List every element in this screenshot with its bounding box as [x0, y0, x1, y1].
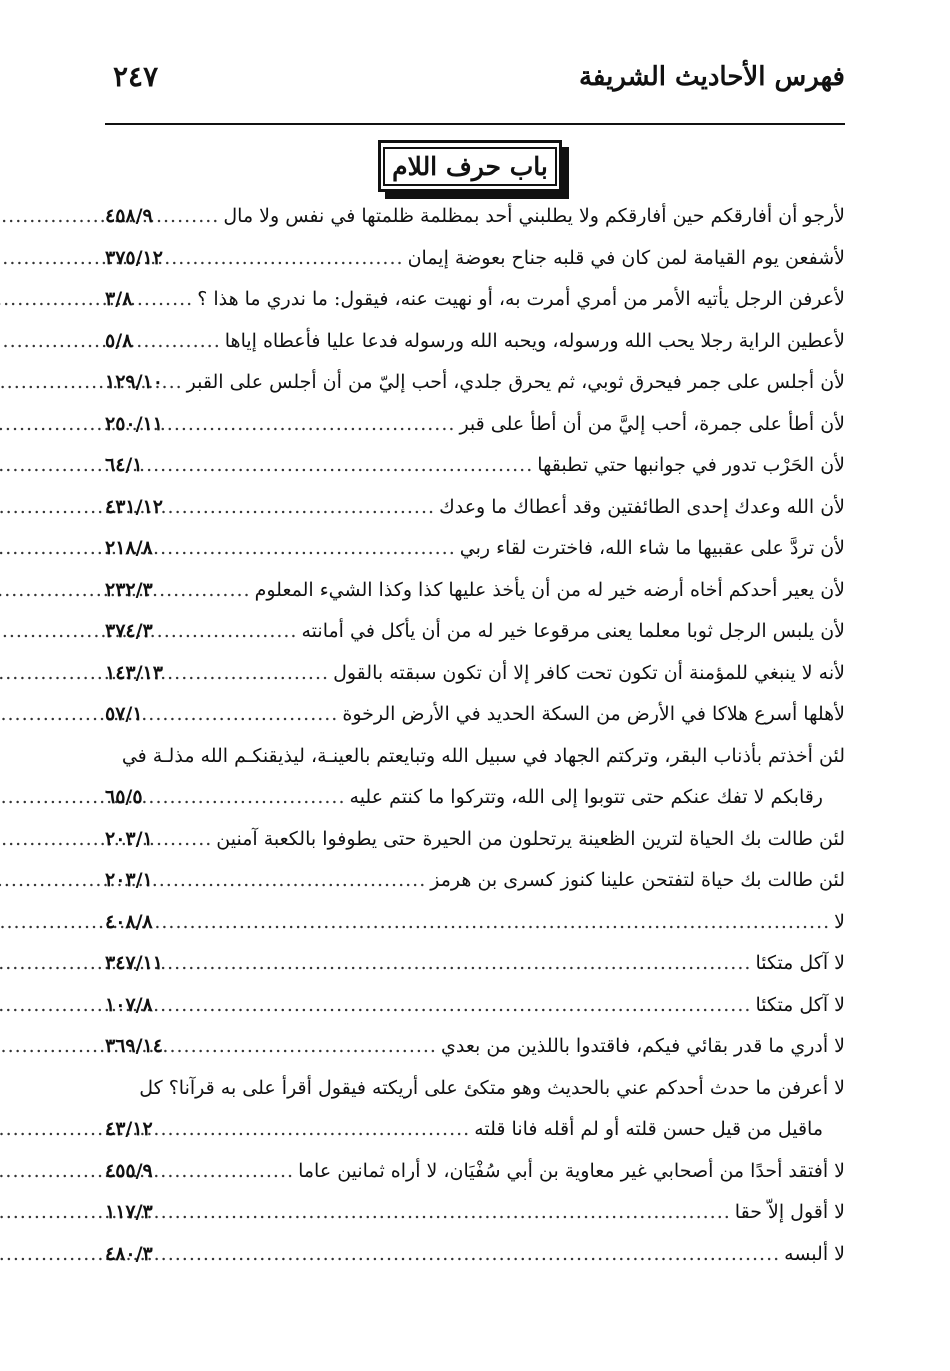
entry-reference: ١٠٧/٨ [105, 993, 153, 1016]
leader-dots [157, 819, 213, 861]
entry-reference: ٥/٨ [105, 329, 133, 352]
entry-reference: ٤٨٠/٣ [105, 1242, 153, 1265]
entry-text: لأن يلبس الرجل ثوبا معلما يعنى مرقوعا خير له من أن يأكل في أمانته [301, 620, 845, 642]
list-item [105, 694, 845, 736]
entry-text-first-line: لا أعرفن ما حدث أحدكم عني بالحديث وهو متكئ على أريكته فيقول أقرأ على به قرآنا؟ كل [139, 1076, 845, 1099]
leader-dots [167, 238, 404, 280]
leader-dots [157, 196, 220, 238]
entry-text: لأن أجلس على جمر فيحرق ثوبي، ثم يحرق جلدي، أحب إليّ من أن أجلس على القبر [186, 371, 845, 393]
list-item [105, 362, 845, 404]
leader-dots [167, 1026, 437, 1068]
entry-reference: ٦٤/١ [105, 454, 143, 476]
entry-text: لأعرفن الرجل يأتيه الأمر من أمري أمرت به، أو نهيت عنه، فيقول: ما ندري ما هذا ؟ [197, 288, 845, 310]
entry-reference: ١١٧/٣ [105, 1201, 153, 1223]
list-item [105, 404, 845, 446]
entry-reference: ١٤٣/١٣ [105, 661, 163, 684]
leader-dots [167, 653, 329, 695]
entry-text: لا آكل متكئا [755, 993, 845, 1016]
list-item [105, 487, 845, 529]
page-header [105, 52, 845, 108]
section-heading-box [378, 140, 562, 192]
entry-text: لأهلها أسرع هلاكا في الأرض من السكة الحديد في الأرض الرخوة [342, 703, 845, 725]
list-item [105, 902, 845, 944]
entry-reference: ٤٣/١٢ [105, 1118, 153, 1140]
entry-reference: ٢٣٢/٣ [105, 578, 153, 601]
entry-text: لا [834, 910, 845, 933]
list-item [105, 1026, 845, 1068]
entry-reference: ٣٧٤/٣ [105, 620, 153, 642]
entry-text: لأشفعن يوم القيامة لمن كان في قلبه جناح بعوضة إيمان [407, 246, 845, 269]
leader-dots [157, 860, 427, 902]
entry-text: لأرجو أن أفارقكم حين أفارقكم ولا يطلبني أحد بمظلمة ظلمتها في نفس ولا مال [223, 205, 845, 227]
entry-reference: ٥٧/١ [105, 703, 143, 725]
list-item [105, 570, 845, 612]
entry-text: لئن طالت بك الحياة لترين الظعينة يرتحلون من الحيرة حتى يطوفوا بالكعبة آمنين [216, 827, 845, 850]
list-item [105, 985, 845, 1027]
list-item [105, 1192, 845, 1234]
list-item [105, 1109, 845, 1151]
entry-text: لا أفتقد أحدًا من أصحابي غير معاوية بن أبي سُفْيَان، لا أراه ثمانين عاما [298, 1159, 845, 1182]
list-item [105, 445, 845, 487]
entry-reference: ٦٥/٥ [105, 786, 143, 808]
entry-reference: ٢١٨/٨ [105, 537, 153, 559]
leader-dots [157, 570, 251, 612]
entry-text: لأن تردَّ على عقبيها ما شاء الله، فاخترت لقاء ربي [459, 537, 845, 559]
entry-text: لأنه لا ينبغي للمؤمنة أن تكون تحت كافر إلا أن تكون سبقته بالقول [333, 661, 845, 684]
hadith-index-list [105, 196, 845, 1275]
entry-reference: ٤٣١/١٢ [105, 495, 163, 518]
leader-dots [147, 777, 346, 819]
list-item [105, 943, 845, 985]
section-title: باب حرف اللام [388, 152, 552, 181]
entry-reference: ٢٠٣/١ [105, 869, 153, 891]
leader-dots [147, 694, 339, 736]
entry-reference: ١٢٩/١٠ [105, 371, 163, 393]
entry-text: لا آكل متكئا [755, 952, 845, 974]
leader-dots [147, 445, 534, 487]
entry-reference: ٤٠٨/٨ [105, 910, 153, 933]
leader-dots [157, 1109, 470, 1151]
entry-text: لئن طالت بك حياة لتفتحن علينا كنوز كسرى بن هرمز [430, 869, 845, 891]
leader-dots [157, 1234, 780, 1276]
entry-text: رقابكم لا تفك عنكم حتى تتوبوا إلى الله، وتتركوا ما كنتم عليه [349, 786, 823, 808]
leader-dots [157, 902, 830, 944]
leader-dots [157, 611, 298, 653]
entry-text: لأن أطأ على جمرة، أحب إليَّ من أن أطأ على قبر [459, 412, 845, 435]
entry-text: ماقيل من قيل حسن قلته أو لم أقله فانا قلته [474, 1118, 823, 1140]
leader-dots [136, 279, 193, 321]
list-item [105, 528, 845, 570]
entry-reference: ٢٥٠/١١ [105, 412, 163, 435]
list-item [105, 279, 845, 321]
entry-text: لا أدري ما قدر بقائي فيكم، فاقتدوا باللذين من بعدي [440, 1035, 845, 1057]
entry-text: لأن الحَرْب تدور في جوانبها حتي تطبقها [537, 454, 845, 476]
entry-reference: ٤٥٨/٩ [105, 205, 153, 227]
leader-dots [157, 1151, 294, 1193]
entry-text: لأن يعير أحدكم أخاه أرضه خير له من أن يأخذ عليها كذا وكذا الشيء المعلوم [254, 578, 845, 601]
entry-reference: ٣/٨ [105, 288, 133, 310]
leader-dots [167, 487, 435, 529]
list-item [105, 1234, 845, 1276]
entry-reference: ٣٤٧/١١ [105, 952, 163, 974]
list-item [105, 860, 845, 902]
entry-text-first-line: لئن أخذتم بأذناب البقر، وتركتم الجهاد في سبيل الله وتبايعتم بالعينـة، ليذيقنكـم الله مذلـة في [121, 744, 845, 767]
list-item [105, 238, 845, 280]
leader-dots [157, 1192, 731, 1234]
entry-text: لا ألبسه [784, 1242, 845, 1265]
leader-dots [167, 362, 183, 404]
entry-reference: ٢٠٣/١ [105, 827, 153, 850]
list-item [105, 653, 845, 695]
list-item [105, 611, 845, 653]
leader-dots [167, 404, 455, 446]
list-item [105, 777, 845, 819]
entry-reference: ٤٥٥/٩ [105, 1159, 153, 1182]
entry-reference: ٣٧٥/١٢ [105, 246, 163, 269]
page-number: ٢٤٧ [113, 60, 159, 93]
header-divider [105, 123, 845, 125]
leader-dots [167, 943, 751, 985]
leader-dots [157, 528, 456, 570]
entry-text: لا أقول إلاّ حقا [734, 1201, 845, 1223]
leader-dots [157, 985, 752, 1027]
list-item [105, 1151, 845, 1193]
entry-text: لأن الله وعدك إحدى الطائفتين وقد أعطاك ما وعدك [439, 495, 845, 518]
entry-text: لأعطين الراية رجلا يحب الله ورسوله، ويحبه الله ورسوله فدعا عليا فأعطاه إياها [224, 329, 845, 352]
leader-dots [136, 321, 220, 363]
list-item [105, 196, 845, 238]
page-title: فهرس الأحاديث الشريفة [578, 62, 845, 92]
list-item [105, 819, 845, 861]
entry-reference: ٣٦٩/١٤ [105, 1035, 163, 1057]
list-item [105, 321, 845, 363]
